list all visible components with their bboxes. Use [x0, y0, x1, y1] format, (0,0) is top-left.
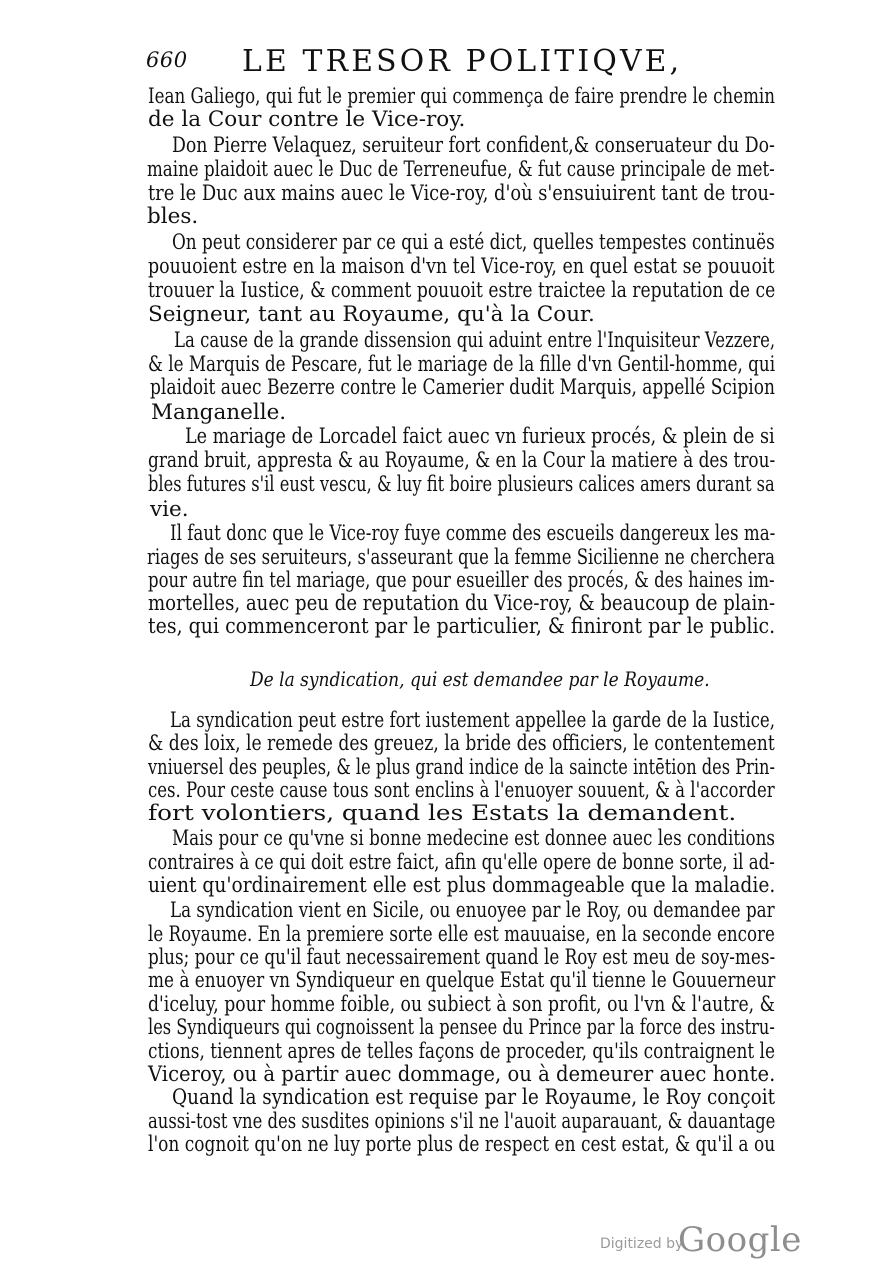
text-line: maine plaidoit auec le Duc de Terreneufue, & fut cause principale de met- [147, 156, 775, 182]
text-line: uient qu'ordinairement elle est plus dommageable que la maladie. [148, 873, 776, 899]
text-line: Il faut donc que le Vice-roy fuye comme des escueils dangereux les ma- [170, 520, 776, 546]
text-line: tre le Duc aux mains auec le Vice-roy, d'où s'ensuiuirent tant de trou- [148, 181, 775, 207]
text-line: le Royaume. En la premiere sorte elle est mauuaise, en la seconde encore [148, 921, 775, 947]
digitized-by-label: Digitized by [600, 1236, 684, 1252]
text-line: l'on cognoit qu'on ne luy porte plus de respect en cest estat, & qu'il a ou [148, 1132, 776, 1157]
text-line: La syndication peut estre fort iustement appellee la garde de la Iustice, [170, 707, 776, 733]
text-line: pour autre fin tel mariage, que pour esueiller des procés, & des haines im- [148, 567, 775, 593]
text-line: plaidoit auec Bezerre contre le Camerier dudit Marquis, appellé Scipion [150, 375, 775, 401]
text-line: bles. [147, 204, 199, 230]
text-line: & le Marquis de Pescare, fut le mariage de la fille d'vn Gentil-homme, qui [148, 351, 776, 377]
section-heading: De la syndication, qui est demandee par le Royaume. [250, 667, 710, 692]
text-line: me à enuoyer vn Syndiqueur en quelque Estat qu'il tienne le Gouuerneur [148, 968, 776, 994]
text-line: Seigneur, tant au Royaume, qu'à la Cour. [148, 302, 595, 328]
text-line: plus; pour ce qu'il faut necessairement quand le Roy est meu de soy-mes- [148, 945, 776, 970]
running-title: LE TRESOR POLITIQVE, [242, 44, 683, 79]
google-logo: Google [678, 1220, 802, 1260]
text-line: d'iceluy, pour homme foible, ou subiect à son profit, ou l'vn & l'autre, & [148, 991, 776, 1017]
text-line: Le mariage de Lorcadel faict auec vn furieux procés, & plein de si [185, 423, 775, 449]
text-line: Don Pierre Velaquez, seruiteur fort confident,& conseruateur du Do- [172, 132, 775, 158]
text-line: Iean Galiego, qui fut le premier qui commença de faire prendre le chemin [148, 84, 776, 109]
text-line: les Syndiqueurs qui cognoissent la pensee du Prince par la force des instru- [148, 1015, 775, 1041]
text-line: pouuoient estre en la maison d'vn tel Vice-roy, en quel estat se pouuoit [148, 253, 775, 279]
text-line: Quand la syndication est requise par le Royaume, le Roy conçoit [172, 1085, 776, 1111]
digitizer-watermark [600, 1220, 800, 1264]
page-number: 660 [146, 48, 188, 72]
text-line: vniuersel des peuples, & le plus grand indice de la saincte intētion des Prin- [148, 754, 775, 780]
text-line: contraires à ce qui doit estre faict, afin qu'elle opere de bonne sorte, il ad- [148, 849, 775, 875]
text-line: vie. [150, 496, 189, 522]
text-line: mortelles, auec peu de reputation du Vice-roy, & beaucoup de plain- [148, 590, 776, 616]
text-line: Viceroy, ou à partir auec dommage, ou à demeurer auec honte. [148, 1061, 776, 1087]
text-line: fort volontiers, quand les Estats la demandent. [148, 801, 737, 827]
text-line: La cause de la grande dissension qui aduint entre l'Inquisiteur Vezzere, [174, 327, 776, 353]
text-line: riages de ses seruiteurs, s'asseurant que la femme Sicilienne ne cherchera [147, 545, 775, 571]
text-line: aussi-tost vne des susdites opinions s'il ne l'auoit auparauant, & dauantage [148, 1108, 776, 1134]
text-line: La syndication vient en Sicile, ou enuoyee par le Roy, ou demandee par [170, 898, 775, 924]
text-line: ctions, tiennent apres de telles façons de proceder, qu'ils contraignent le [148, 1038, 775, 1064]
text-line: tes, qui commenceront par le particulier, & finiront par le public. [148, 614, 776, 640]
text-line: trouuer la Iustice, & comment pouuoit estre traictee la reputation de ce [148, 278, 776, 304]
text-line: On peut considerer par ce qui a esté dict, quelles tempestes continuës [172, 229, 775, 255]
text-line: & des loix, le remede des greuez, la bride des officiers, le contentement [148, 731, 775, 757]
text-line: de la Cour contre le Vice-roy. [148, 107, 466, 133]
text-line: Manganelle. [151, 399, 287, 425]
text-line: Mais pour ce qu'vne si bonne medecine est donnee auec les conditions [172, 826, 776, 852]
text-line: grand bruit, appresta & au Royaume, & en la Cour la matiere à des trou- [148, 448, 776, 473]
text-line: bles futures s'il eust vescu, & luy fit boire plusieurs calices amers durant sa [148, 472, 775, 498]
text-line: ces. Pour ceste cause tous sont enclins à l'enuoyer souuent, & à l'accorder [148, 777, 775, 803]
